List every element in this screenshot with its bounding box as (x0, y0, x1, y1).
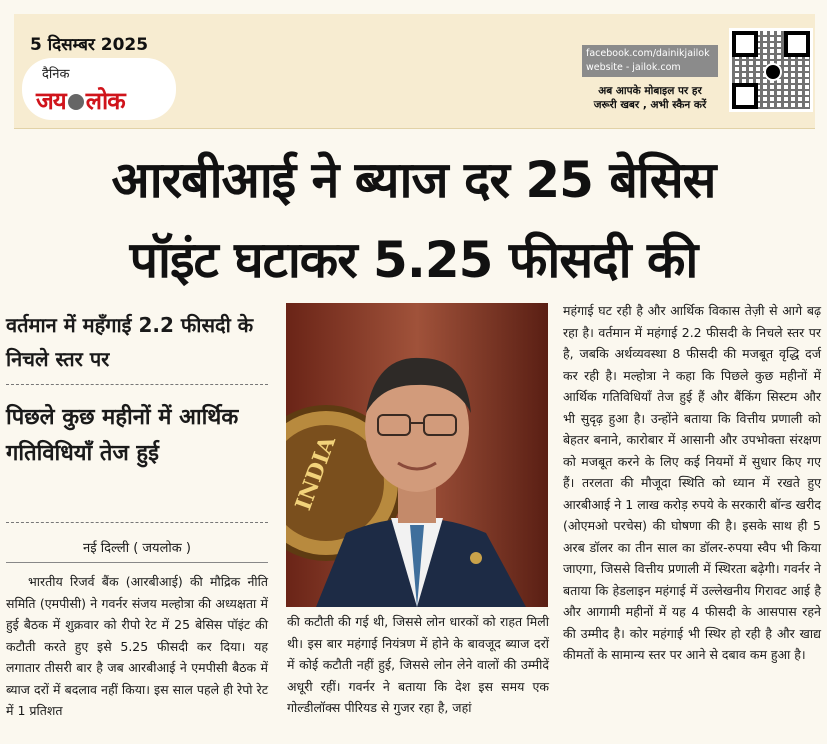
issue-date: 5 दिसम्बर 2025 (30, 35, 149, 55)
globe-icon (68, 94, 84, 110)
article-column-2: की कटौती की गई थी, जिससे लोन धारकों को राहत मिली थी। इस बार महंगाई नियंत्रण में होने के बावजूद ब्याज दरों में कोई कटौती नहीं हुई, जिससे लोन लेने वालों की उम्मीदें अधूरी रहीं। गवर्नर ने बताया कि देश इस समय एक गोल्डीलॉक्स पीरियड से गुजर रहा है, जहां (287, 614, 549, 715)
divider (6, 384, 268, 385)
article-column-1: भारतीय रिजर्व बैंक (आरबीआई) की मौद्रिक नीति समिति (एमपीसी) ने गवर्नर संजय मल्होत्रा की अध्यक्षता में हुई बैठक में शुक्रवार को रीपो रेट में 25 बेसिस पॉइंट की कटौती करते हुए इसे 5.25 फीसदी कर दिया। यह लगातार तीसरी बार है जब आरबीआई ने एमपीसी बैठक में ब्याज दरों में बदलाव नहीं किया। इस साल पहले ही रेपो रेट में 1 प्रतिशत (6, 574, 268, 718)
logo-wordmark (36, 84, 125, 117)
facebook-link[interactable]: facebook.com/dainikjailok (586, 48, 710, 59)
scan-note (580, 84, 720, 112)
headline-line-2: पॉइंट घटाकर 5.25 फीसदी की (129, 231, 698, 289)
divider (6, 522, 268, 523)
logo-left: जय (36, 87, 66, 115)
qr-code-icon[interactable] (729, 28, 813, 112)
website-link[interactable]: website - jailok.com (586, 62, 681, 73)
subheadline-activity: पिछले कुछ महीनों में आर्थिक गतिविधियाँ तेज हुई (6, 405, 239, 466)
dateline: नई दिल्ली ( जयलोक ) (83, 541, 191, 556)
scan-line-2: जरूरी खबर , अभी स्कैन करें (593, 99, 707, 111)
article-column-3: महंगाई घट रही है और आर्थिक विकास तेज़ी से आगे बढ़ रहा है। वर्तमान में महंगाई 2.2 फीसदी के निचले स्तर पर है, जबकि अर्थव्यवस्था 8 फीसदी की मजबूत वृद्धि दर्ज कर रही है। मल्होत्रा ने कहा कि पिछले कुछ महीनों में आर्थिक गतिविधियाँ तेज हुई हैं और बैंकिंग सिस्टम और भी सुदृढ़ हुआ है। उन्होंने बताया कि वित्तीय प्रणाली को बेहतर बनाने, कारोबार में आसानी और उपभोक्ता संरक्षण को मजबूत करने के लिए कई नियमों में सुधार किए गए हैं। तरलता की मौजूदा स्थिति को ध्यान में रखते हुए आरबीआई ने 1 लाख करोड़ रुपये के सरकारी बॉन्ड खरीद (ओएमओ परचेस) की घोषणा की है। इसके साथ ही 5 अरब डॉलर का तीन साल का डॉलर-रुपया स्वैप भी किया जाएगा, जिससे वित्तीय प्रणाली में स्थिरता बढ़ेगी। गवर्नर ने बताया कि हेडलाइन महंगाई में उल्लेखनीय गिरावट आई है और आगामी महीनों में यह 4 फीसदी के आसपास रहने की उम्मीद है। कोर महंगाई भी स्थिर हो रही है और खाद्य कीमतों के सामान्य स्तर पर आने से दबाव कम हुआ है। (563, 303, 821, 662)
headline-line-1: आरबीआई ने ब्याज दर 25 बेसिस (111, 151, 716, 209)
seal-text: INDIA (290, 432, 342, 514)
subheadline-inflation: वर्तमान में महँगाई 2.2 फीसदी के निचले स्तर पर (6, 313, 254, 371)
portrait-illustration (286, 303, 548, 607)
newspaper-logo[interactable] (22, 58, 176, 120)
social-links (582, 45, 718, 77)
logo-tagline: दैनिक (42, 67, 70, 82)
masthead (14, 14, 815, 129)
governor-photo (286, 303, 548, 607)
scan-line-1: अब आपके मोबाइल पर हर (598, 85, 702, 97)
logo-right: लोक (85, 87, 125, 115)
divider (6, 562, 268, 563)
headline (0, 140, 827, 300)
